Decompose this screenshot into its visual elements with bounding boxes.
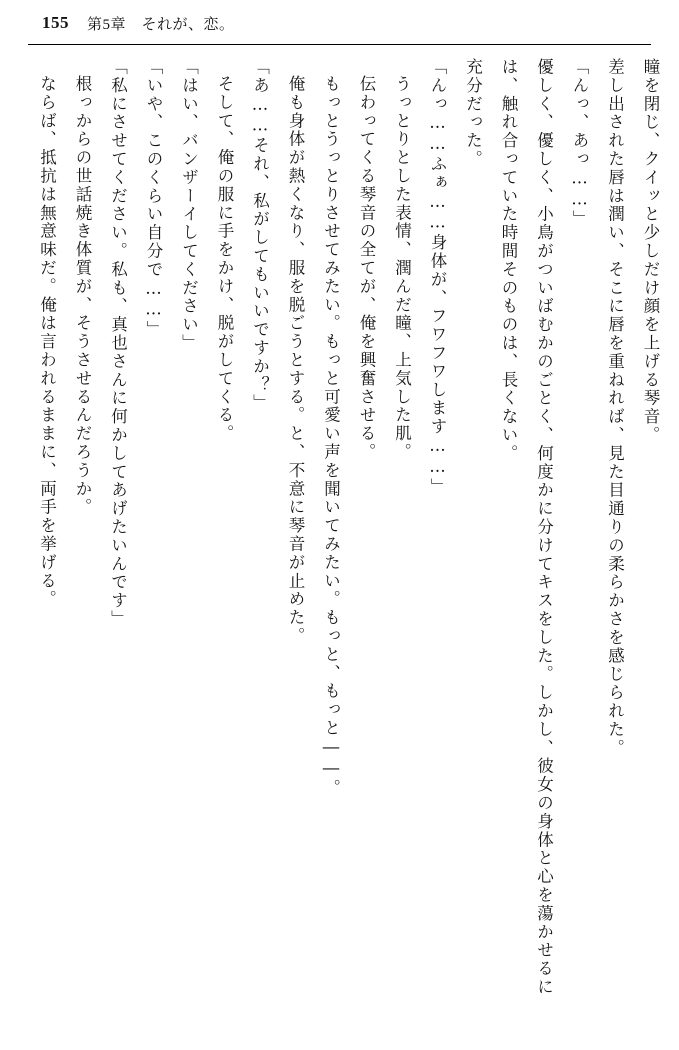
paragraph: 伝わってくる琴音の全てが、俺を興奮させる。	[357, 74, 376, 461]
body-text-area	[29, 58, 660, 1023]
paragraph: うっとりとした表情、潤んだ瞳、上気した肌。	[392, 74, 412, 461]
paragraph: そして、俺の服に手をかけ、脱がしてくる。	[215, 74, 234, 443]
page-header	[0, 0, 679, 46]
paragraph: 「いや、このくらい自分で……」	[144, 58, 163, 339]
paragraph: 差し出された唇は潤い、そこに唇を重ねれば、見た目通りの柔らかさを感じられた。	[605, 58, 625, 758]
paragraph: 「あ……それ、私がしてもいいですか？」	[250, 58, 270, 413]
paragraph: 充分だった。	[463, 58, 483, 169]
paragraph: 「んっ、あっ……」	[570, 58, 589, 229]
paragraph: 「私にさせてください。私も、真也さんに何かしてあげたいんです」	[108, 58, 128, 629]
paragraph: 瞳を閉じ、クイッと少しだけ顔を上げる琴音。	[641, 58, 660, 445]
paragraph: 俺も身体が熱くなり、服を脱ごうとする。と、不意に琴音が止めた。	[286, 74, 305, 645]
chapter-title: 第5章 それが、恋。	[87, 16, 235, 33]
page-number: 155	[42, 13, 69, 32]
paragraph: もっとうっとりさせてみたい。もっと可愛い声を聞いてみたい。もっと、もっと――。	[321, 74, 341, 798]
paragraph: ならば、抵抗は無意味だ。俺は言われるままに、両手を挙げる。	[37, 74, 57, 609]
paragraph: 根っからの世話焼き体質が、そうさせるんだろうか。	[73, 74, 92, 517]
paragraph: 優しく、優しく、小鳥がついばむかのごとく、何度かに分けてキスをした。しかし、彼女の身体と心を蕩かせるには、触れ合っていた時間そのものは、長くない。	[499, 58, 554, 997]
vertical-text-block	[29, 58, 668, 1018]
paragraph: 「んっ……ふぁ……身体が、フワフワします……」	[428, 58, 447, 497]
header-divider	[28, 44, 651, 45]
paragraph: 「はい、バンザーイしてください」	[179, 58, 199, 353]
